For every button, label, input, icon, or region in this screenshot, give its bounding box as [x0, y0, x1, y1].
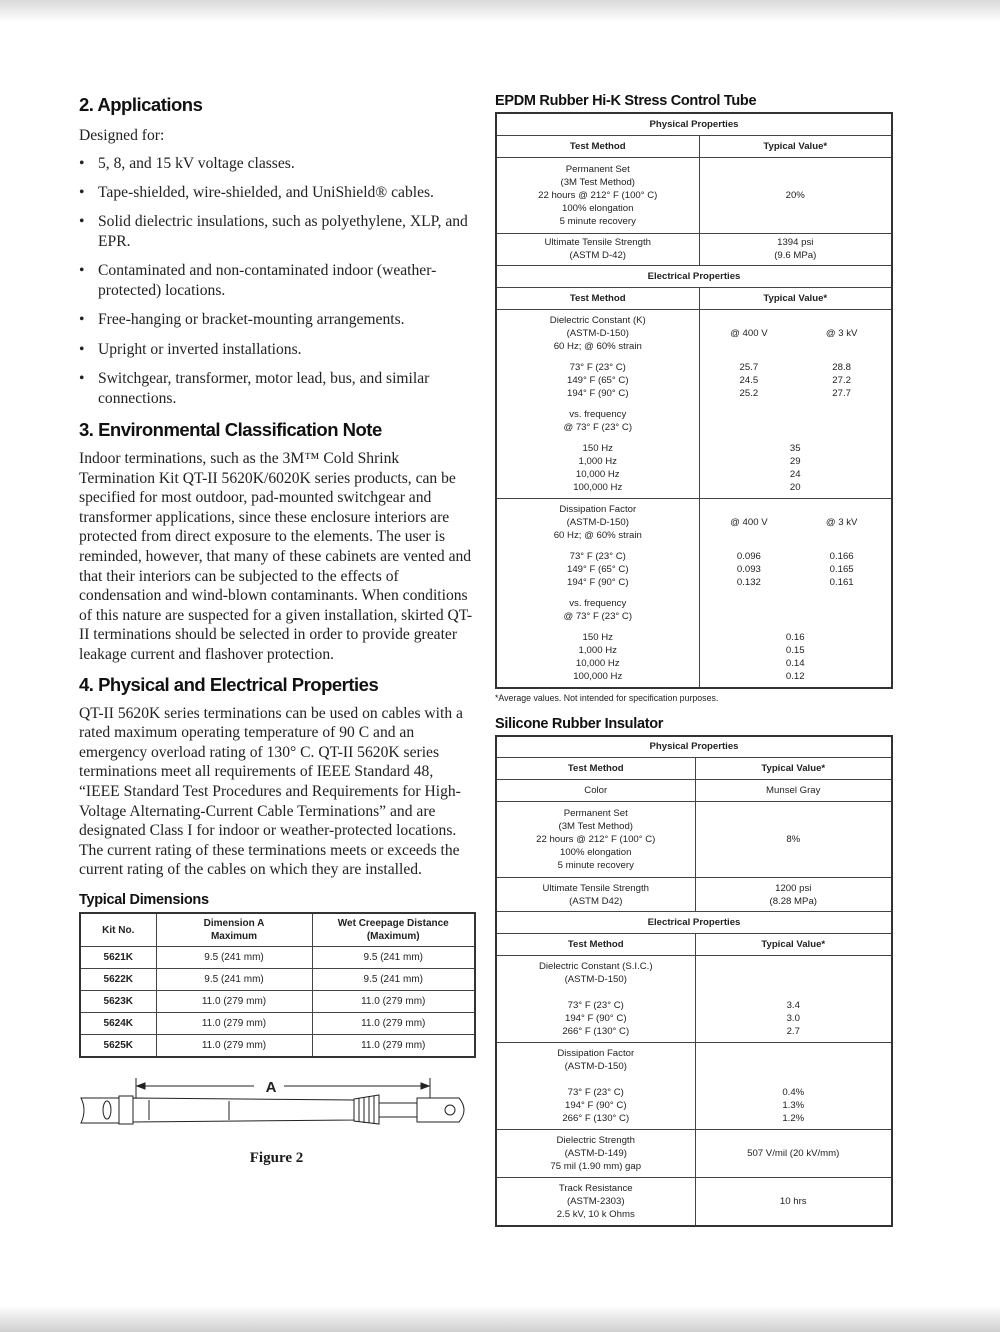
column-header: Test Method — [496, 758, 695, 780]
kit-cell: 5625K — [80, 1035, 156, 1057]
table-row — [80, 1013, 475, 1035]
applications-intro: Designed for: — [79, 127, 165, 144]
test-method-cell: Ultimate Tensile Strength (ASTM D42) — [496, 878, 695, 912]
column-header: Typical Value* — [699, 287, 892, 309]
value-cell: 507 V/mil (20 kV/mm) — [695, 1130, 892, 1178]
dimensions-title: Typical Dimensions — [79, 891, 209, 908]
list-item: • Contaminated and non-contaminated indoor (weather-protected) locations. — [79, 262, 437, 299]
creepage-cell: 11.0 (279 mm) — [312, 1035, 475, 1057]
table-header-row — [496, 135, 892, 157]
table-row — [496, 878, 892, 912]
test-method-cell: Ultimate Tensile Strength (ASTM D-42) — [496, 233, 699, 265]
table-header-row — [496, 758, 892, 780]
test-method-cell: Dielectric Constant (S.I.C.) (ASTM-D-150) 73° F (23° C) 194° F (90° C) 266° F (130° C) — [496, 956, 695, 1043]
section-header-row — [496, 265, 892, 287]
table-row — [80, 991, 475, 1013]
table-row — [496, 802, 892, 878]
column-header: Test Method — [496, 934, 695, 956]
test-method-cell: Dielectric Strength (ASTM-D-149) 75 mil (1.90 mm) gap — [496, 1130, 695, 1178]
value-cell: 0.4% 1.3% 1.2% — [695, 1043, 892, 1130]
right-column — [495, 93, 895, 1227]
value-cell: 3.4 3.0 2.7 — [695, 956, 892, 1043]
environmental-body: Indoor terminations, such as the 3M™ Cold Shrink Termination Kit QT-II 5620K/6020K series products, can be specified for most outdoor, pad-mounted switchgear and transformer applications, since these enclosure interiors are protected from direct exposure to the elements. The user is reminded, however, that many of these cabinets are vented and that their interiors can be subjected to the effects of condensation and wind-blown contaminants. When conditions of this nature are suspected for a given installation, skirted QT-II terminations should be selected in order to provide greater leakage current and flashover protection. — [79, 450, 473, 664]
table-row — [496, 157, 892, 233]
table-row — [496, 309, 892, 498]
page-bottom-shadow — [0, 1306, 1000, 1332]
column-header: Typical Value* — [695, 934, 892, 956]
list-item: • Upright or inverted installations. — [79, 340, 302, 358]
table-row — [496, 498, 892, 688]
kit-cell: 5624K — [80, 1013, 156, 1035]
creepage-cell: 9.5 (241 mm) — [312, 947, 475, 969]
electrical-properties-header: Electrical Properties — [496, 912, 892, 934]
table-row — [496, 780, 892, 802]
list-item: • Tape-shielded, wire-shielded, and UniShield® cables. — [79, 183, 434, 201]
kit-cell: 5622K — [80, 969, 156, 991]
dimension-cell: 11.0 (279 mm) — [156, 1035, 312, 1057]
dielectric-constant-test: Dielectric Constant (K) (ASTM-D-150) 60 Hz; @ 60% strain 73° F (23° C) 149° F (65° C) 194° F (90° C) vs. frequency @ 73° F (23° C) 150 Hz 1,000 Hz 10,000 Hz 100,000 Hz — [496, 309, 699, 498]
column-header: Wet Creepage Distance (Maximum) — [312, 913, 475, 947]
test-method-cell: Permanent Set (3M Test Method) 22 hours @ 212° F (100° C) 100% elongation 5 minute recovery — [496, 802, 695, 878]
value-cell: 20% — [699, 157, 892, 233]
applications-heading: 2. Applications — [79, 94, 203, 115]
silicone-title: Silicone Rubber Insulator — [495, 715, 664, 732]
physical-properties-header: Physical Properties — [496, 736, 892, 758]
column-header: Dimension A Maximum — [156, 913, 312, 947]
dissipation-factor-test: Dissipation Factor (ASTM-D-150) 60 Hz; @ 60% strain 73° F (23° C) 149° F (65° C) 194° F (90° C) vs. frequency @ 73° F (23° C) 150 Hz 1,000 Hz 10,000 Hz 100,000 Hz — [496, 498, 699, 688]
epdm-table — [495, 112, 893, 689]
value-cell: Munsel Gray — [695, 780, 892, 802]
kit-cell: 5621K — [80, 947, 156, 969]
value-cell: 1394 psi (9.6 MPa) — [699, 233, 892, 265]
kit-cell: 5623K — [80, 991, 156, 1013]
value-cell: 10 hrs — [695, 1178, 892, 1226]
left-column — [79, 93, 474, 1167]
termination-figure — [79, 1068, 474, 1146]
epdm-footnote: *Average values. Not intended for specification purposes. — [495, 692, 719, 703]
dielectric-constant-values: @ 400 V @ 3 kV 25.7 24.5 25.2 28.8 27.2 27.7 35 29 24 20 — [699, 309, 892, 498]
table-header-row — [496, 934, 892, 956]
page-top-shadow — [0, 0, 1000, 22]
table-row — [496, 956, 892, 1043]
value-cell: 1200 psi (8.28 MPa) — [695, 878, 892, 912]
section-header-row — [496, 113, 892, 135]
dimension-cell: 11.0 (279 mm) — [156, 991, 312, 1013]
list-item: • Free-hanging or bracket-mounting arrangements. — [79, 311, 405, 329]
creepage-cell: 9.5 (241 mm) — [312, 969, 475, 991]
column-header: Kit No. — [80, 913, 156, 947]
test-method-cell: Track Resistance (ASTM-2303) 2.5 kV, 10 k Ohms — [496, 1178, 695, 1226]
table-row — [496, 233, 892, 265]
creepage-cell: 11.0 (279 mm) — [312, 1013, 475, 1035]
silicone-table — [495, 735, 893, 1227]
table-row — [80, 1035, 475, 1057]
test-method-cell: Permanent Set (3M Test Method) 22 hours @ 212° F (100° C) 100% elongation 5 minute recovery — [496, 157, 699, 233]
environmental-heading: 3. Environmental Classification Note — [79, 419, 382, 441]
table-row — [80, 969, 475, 991]
column-header: Test Method — [496, 287, 699, 309]
test-method-cell: Color — [496, 780, 695, 802]
list-item: • Solid dielectric insulations, such as polyethylene, XLP, and EPR. — [79, 213, 468, 250]
dimension-cell: 9.5 (241 mm) — [156, 947, 312, 969]
column-header: Test Method — [496, 135, 699, 157]
value-cell: 8% — [695, 802, 892, 878]
physical-properties-header: Physical Properties — [496, 113, 892, 135]
applications-list — [79, 154, 474, 409]
termination-drawing — [81, 1095, 464, 1124]
table-header-row — [496, 287, 892, 309]
section-header-row — [496, 912, 892, 934]
dimension-label: A — [265, 1078, 277, 1096]
figure-caption: Figure 2 — [249, 1149, 304, 1166]
physical-body: QT-II 5620K series terminations can be used on cables with a rated maximum operating temperature of 90 C and an emergency overload rating of 130° C. QT-II 5620K series terminations meet all requirements of IEEE Standard 48, “IEEE Standard Test Procedures and Requirements for High-Voltage Alternating-Current Cable Terminations” and are designated Class I for indoor or weather-protected locations. The current rating of these terminations meets or exceeds the current rating of the cables on which they are installed. — [79, 704, 463, 879]
dimensions-table — [79, 912, 476, 1058]
table-row — [496, 1130, 892, 1178]
list-item: • 5, 8, and 15 kV voltage classes. — [79, 154, 295, 172]
dimension-cell: 9.5 (241 mm) — [156, 969, 312, 991]
column-header: Typical Value* — [699, 135, 892, 157]
list-item: • Switchgear, transformer, motor lead, bus, and similar connections. — [79, 370, 430, 407]
dimension-cell: 11.0 (279 mm) — [156, 1013, 312, 1035]
table-row — [80, 947, 475, 969]
test-method-cell: Dissipation Factor (ASTM-D-150) 73° F (23° C) 194° F (90° C) 266° F (130° C) — [496, 1043, 695, 1130]
creepage-cell: 11.0 (279 mm) — [312, 991, 475, 1013]
dissipation-factor-values: @ 400 V @ 3 kV 0.096 0.093 0.132 0.166 0.165 0.161 0.16 0.15 0.14 0.12 — [699, 498, 892, 688]
physical-heading: 4. Physical and Electrical Properties — [79, 673, 379, 695]
table-header-row — [80, 913, 475, 947]
column-header: Typical Value* — [695, 758, 892, 780]
electrical-properties-header: Electrical Properties — [496, 265, 892, 287]
table-row — [496, 1043, 892, 1130]
table-row — [496, 1178, 892, 1226]
section-header-row — [496, 736, 892, 758]
epdm-title: EPDM Rubber Hi-K Stress Control Tube — [495, 93, 757, 109]
